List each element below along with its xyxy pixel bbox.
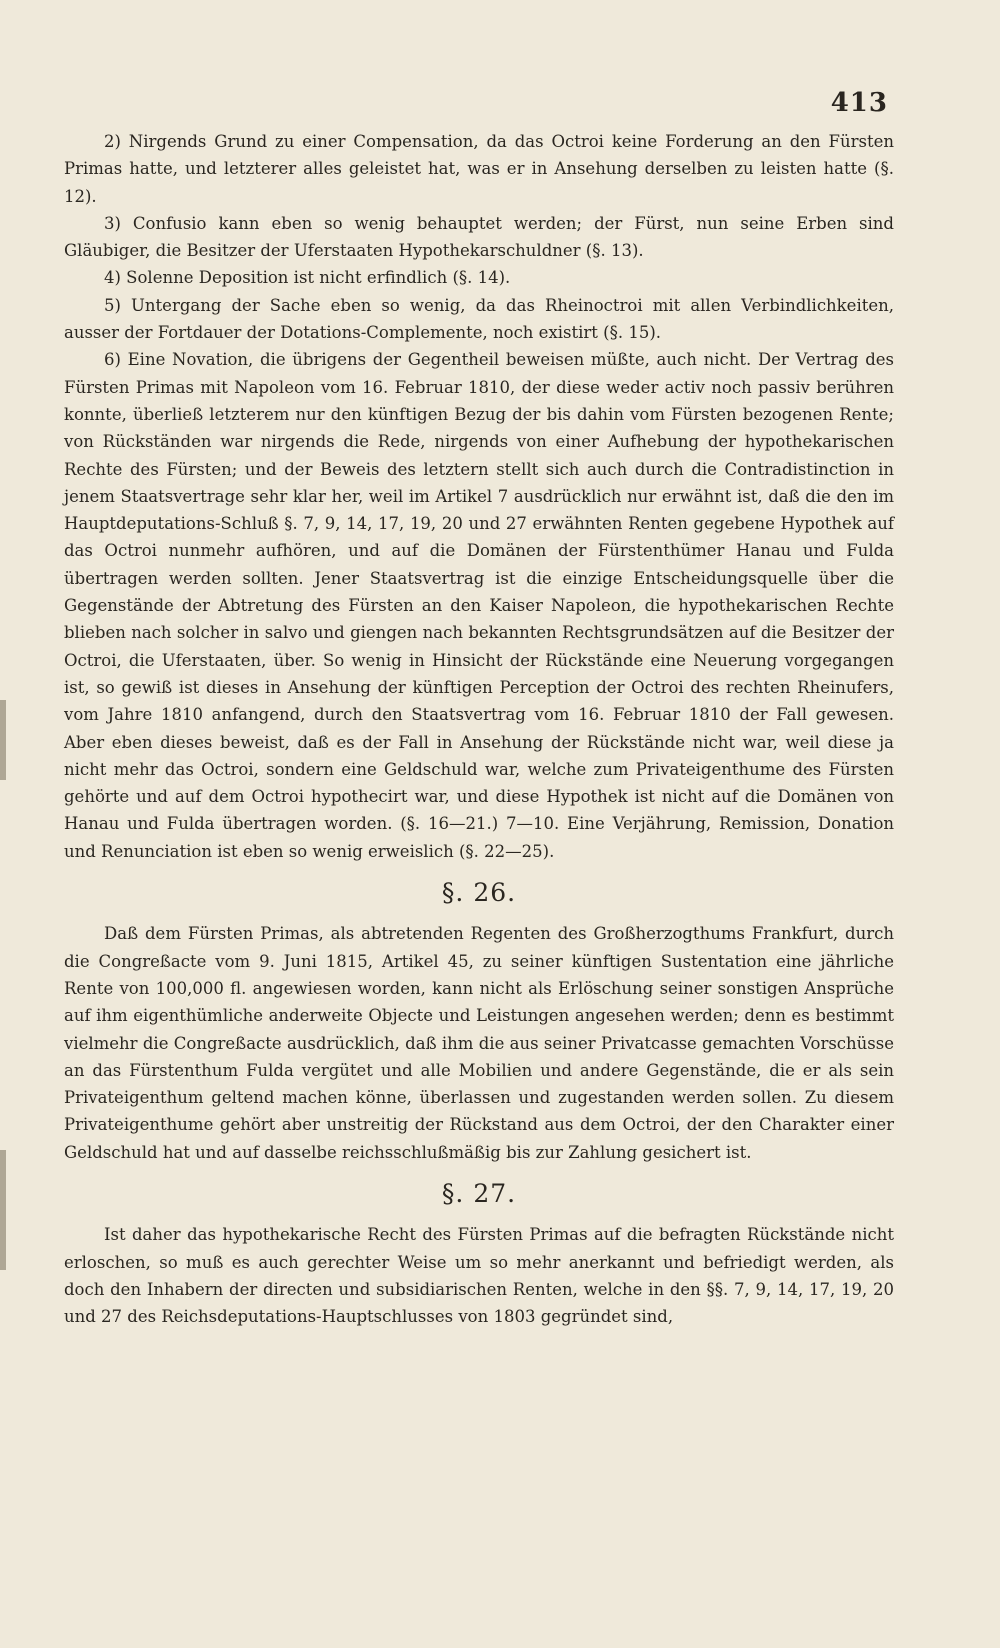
paragraph-6: 6) Eine Novation, die übrigens der Gegentheil beweisen müßte, auch nicht. Der Vertrag des Fürsten Primas mit Napoleon vom 16. Februar 1810, der diese weder activ noch passiv berühren konnte, überließ letzterem nur den künftigen Bezug der bis dahin vom Fürsten bezogenen Rente; von Rückständen war nirgends die Rede, nirgends von einer Aufhebung der hypothekarischen Rechte des Fürsten; und der Beweis des letztern stellt sich auch durch die Contradistinction in jenem Staatsvertrage sehr klar her, weil im Artikel 7 ausdrücklich nur erwähnt ist, daß die den im Hauptdeputations-Schluß §. 7, 9, 14, 17, 19, 20 und 27 erwähnten Renten gegebene Hypothek auf das Octroi nunmehr aufhören, und auf die Domänen der Fürstenthümer Hanau und Fulda übertragen werden sollten. Jener Staatsvertrag ist die einzige Entscheidungsquelle über die Gegenstände der Abtretung des Fürsten an den Kaiser Napoleon, die hypothekarischen Rechte blieben nach solcher in salvo und giengen nach bekannten Rechtsgrundsätzen auf die Besitzer der Octroi, die Uferstaaten, über. So wenig in Hinsicht der Rückstände eine Neuerung vorgegangen ist, so gewiß ist dieses in Ansehung der künftigen Perception der Octroi des rechten Rheinufers, vom Jahre 1810 anfangend, durch den Staatsvertrag vom 16. Februar 1810 der Fall gewesen. Aber eben dieses beweist, daß es der Fall in Ansehung der Rückstände nicht war, weil diese ja nicht mehr das Octroi, sondern eine Geldschuld war, welche zum Privateigenthume des Fürsten gehörte und auf dem Octroi hypothecirt war, und diese Hypothek ist nicht auf die Domänen von Hanau und Fulda übertragen worden. (§. 16—21.) 7—10. Eine Verjährung, Remission, Donation und Renunciation ist eben so wenig erweislich (§. 22—25). xyxy=(64,350,894,861)
paragraph-2: 2) Nirgends Grund zu einer Compensation, da das Octroi keine Forderung an den Fürsten Primas hatte, und letzterer alles geleistet hat, was er in Ansehung derselben zu leisten hatte (§. 12). xyxy=(64,132,894,206)
paragraph-5: 5) Untergang der Sache eben so wenig, da das Rheinoctroi mit allen Verbindlichkeiten, ausser der Fortdauer der Dotations-Complemente, noch existirt (§. 15). xyxy=(64,295,894,343)
section-heading-27: §. 27. xyxy=(441,1178,517,1208)
page-body xyxy=(64,128,894,1330)
section-27-paragraph: Ist daher das hypothekarische Recht des Fürsten Primas auf die befragten Rückstände nicht erloschen, so muß es auch gerechter Weise um so mehr anerkannt und befriedigt werden, als doch den Inhabern der directen und subsidiarischen Renten, welche in den §§. 7, 9, 14, 17, 19, 20 und 27 des Reichsdeputations-Hauptschlusses von 1803 gegründet sind, xyxy=(64,1225,894,1327)
page-edge-mark xyxy=(0,1150,6,1270)
paragraph-3: 3) Confusio kann eben so wenig behauptet werden; der Fürst, nun seine Erben sind Gläubiger, die Besitzer der Uferstaaten Hypothekarschuldner (§. 13). xyxy=(64,213,894,261)
section-heading-26: §. 26. xyxy=(441,878,517,908)
paragraph-4: 4) Solenne Deposition ist nicht erfindlich (§. 14). xyxy=(104,268,511,288)
section-26-paragraph: Daß dem Fürsten Primas, als abtretenden Regenten des Großherzogthums Frankfurt, durch die Congreßacte vom 9. Juni 1815, Artikel 45, zu seiner künftigen Sustentation eine jährliche Rente von 100,000 fl. angewiesen worden, kann nicht als Erlöschung seiner sonstigen Ansprüche auf ihm eigenthümliche anderweite Objecte und Leistungen angesehen werden; denn es bestimmt vielmehr die Congreßacte ausdrücklich, daß ihm die aus seiner Privatcasse gemachten Vorschüsse an das Fürstenthum Fulda vergütet und alle Mobilien und andere Gegenstände, die er als sein Privateigenthum geltend machen könne, überlassen und zugestanden werden sollen. Zu diesem Privateigenthume gehört aber unstreitig der Rückstand aus dem Octroi, der den Charakter einer Geldschuld hat und auf dasselbe reichsschlußmäßig bis zur Zahlung gesichert ist. xyxy=(64,924,894,1162)
page-number: 413 xyxy=(830,88,888,118)
page-edge-mark xyxy=(0,700,6,780)
